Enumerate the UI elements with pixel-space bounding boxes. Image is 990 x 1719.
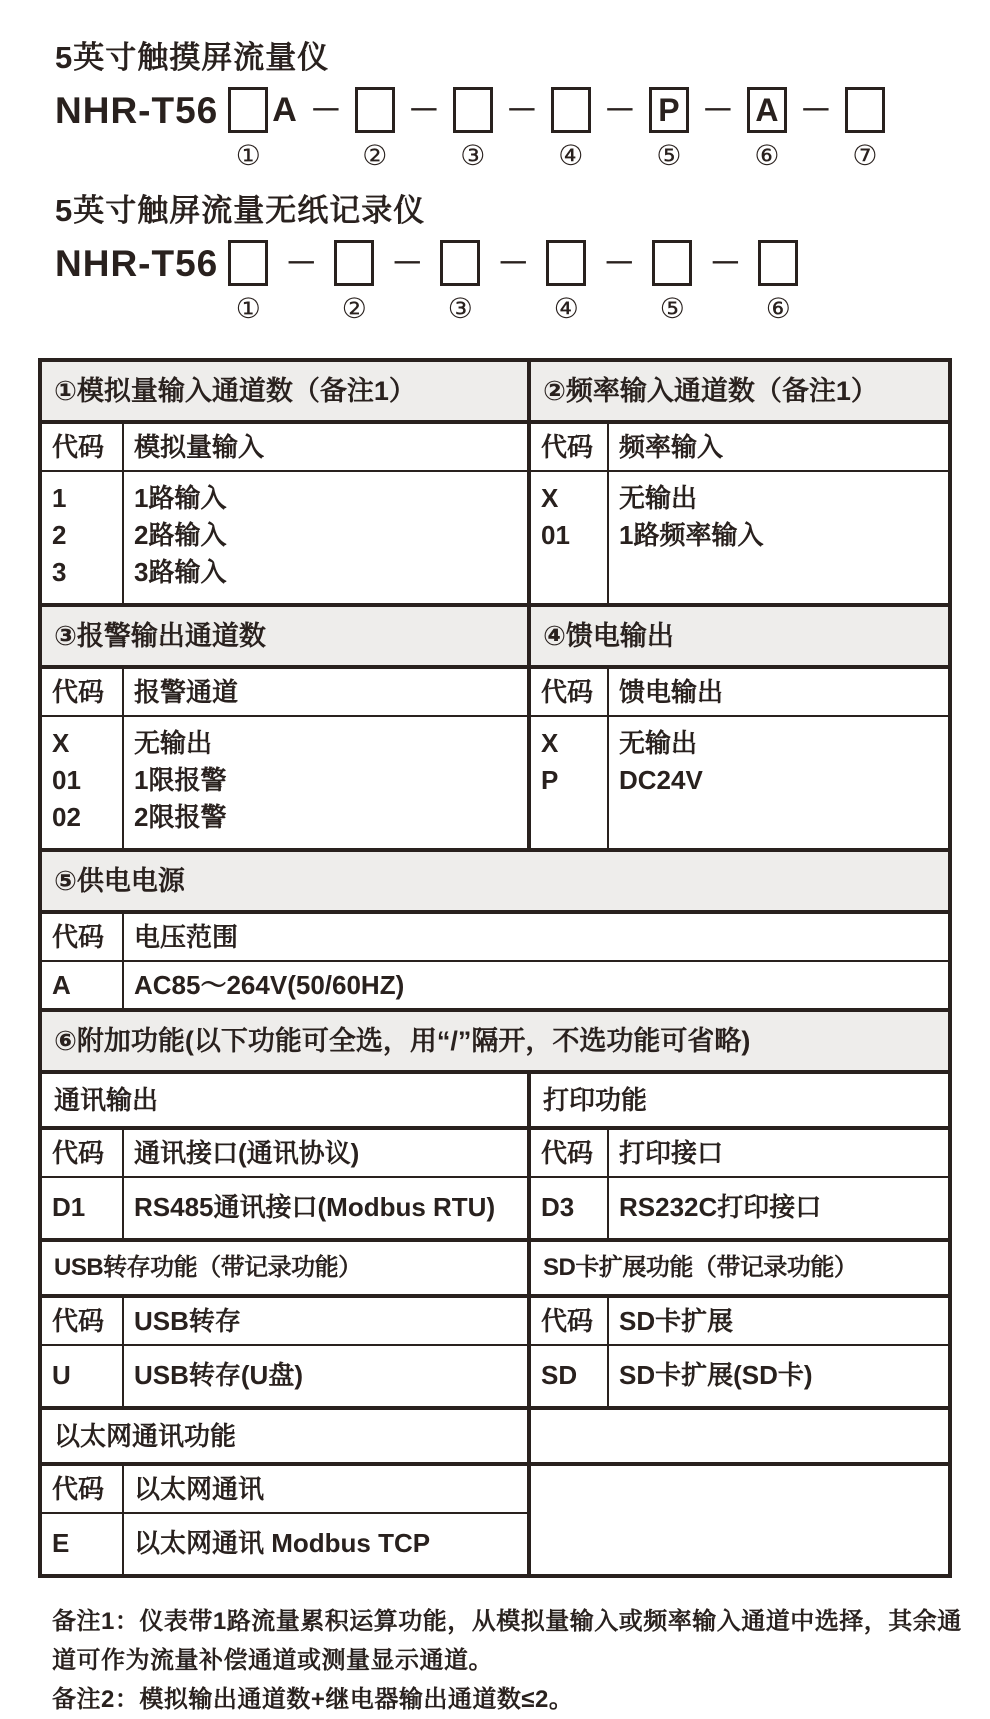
- model-code-box: [334, 240, 374, 286]
- position-number: ③: [460, 139, 486, 172]
- code-value: A: [42, 960, 122, 1008]
- comm-column-label: 通讯接口(通讯协议): [122, 1126, 527, 1176]
- model-segment-5: [649, 87, 689, 171]
- sd-column-label: SD卡扩展: [607, 1294, 948, 1344]
- desc-value: USB转存(U盘): [122, 1344, 527, 1406]
- model-segment-4: [551, 87, 591, 171]
- section3-descriptions: [122, 715, 527, 848]
- desc-value: DC24V: [619, 765, 703, 795]
- footnotes: [52, 1602, 968, 1719]
- model-code-box: P: [649, 87, 689, 133]
- position-number: ③: [447, 292, 473, 325]
- model-code-box: [546, 240, 586, 286]
- code-value: U: [42, 1344, 122, 1406]
- code-value: 3: [52, 557, 67, 587]
- code-column-label: 代码: [42, 665, 122, 715]
- model-segment-6: [758, 240, 798, 324]
- comm-subheader: 通讯输出: [42, 1070, 527, 1126]
- code-value: X: [541, 483, 559, 513]
- section2-descriptions: [607, 470, 948, 603]
- section4-codes: [527, 715, 607, 848]
- section2-column-label: 频率输入: [607, 420, 948, 470]
- dash-separator: －: [603, 92, 636, 128]
- position-number: ①: [235, 292, 261, 325]
- model-segment-2: [334, 240, 374, 324]
- model-segment-2: [355, 87, 395, 171]
- desc-value: 以太网通讯 Modbus TCP: [122, 1512, 527, 1574]
- code-column-label: 代码: [527, 1126, 607, 1176]
- section5-header: ⑤供电电源: [42, 848, 948, 910]
- footnote-2: 备注2：模拟输出通道数+继电器输出通道数≤2。: [52, 1686, 574, 1713]
- code-column-label: 代码: [42, 1462, 122, 1512]
- dash-separator: －: [391, 245, 424, 281]
- usb-subheader: USB转存功能（带记录功能）: [42, 1238, 527, 1294]
- desc-value: 2限报警: [134, 802, 227, 832]
- code-value: 1: [52, 483, 67, 513]
- code-value: 01: [52, 765, 81, 795]
- code-value: E: [42, 1512, 122, 1574]
- desc-value: RS232C打印接口: [607, 1176, 948, 1238]
- model-segment-1: [228, 87, 268, 171]
- model-code-box: [440, 240, 480, 286]
- model-segment-3: [453, 87, 493, 171]
- desc-value: 1限报警: [134, 765, 227, 795]
- section3-codes: [42, 715, 122, 848]
- position-number: ⑤: [656, 139, 682, 172]
- model-code-box: [355, 87, 395, 133]
- section2-codes: [527, 470, 607, 603]
- desc-value: 1路频率输入: [619, 520, 764, 550]
- code-column-label: 代码: [527, 665, 607, 715]
- desc-value: 2路输入: [134, 520, 227, 550]
- section1-descriptions: [122, 470, 527, 603]
- position-number: ⑥: [754, 139, 780, 172]
- code-value: P: [541, 765, 559, 795]
- code-value: D3: [527, 1176, 607, 1238]
- print-subheader: 打印功能: [527, 1070, 948, 1126]
- model-code-box: [551, 87, 591, 133]
- section4-descriptions: [607, 715, 948, 848]
- product1-title: 5英寸触摸屏流量仪: [55, 40, 330, 75]
- code-value: D1: [42, 1176, 122, 1238]
- dash-separator: －: [497, 245, 530, 281]
- code-column-label: 代码: [42, 910, 122, 960]
- dash-separator: －: [701, 92, 734, 128]
- model-segment-7: [845, 87, 885, 171]
- usb-column-label: USB转存: [122, 1294, 527, 1344]
- model-segment-6: [747, 87, 787, 171]
- section3-column-label: 报警通道: [122, 665, 527, 715]
- code-value: X: [541, 728, 559, 758]
- position-number: ②: [341, 292, 367, 325]
- empty-cell: [527, 1462, 948, 1574]
- section4-header: ④馈电输出: [527, 603, 948, 665]
- empty-cell: [527, 1406, 948, 1462]
- desc-value: 3路输入: [134, 557, 227, 587]
- desc-value: AC85～264V(50/60HZ): [122, 960, 948, 1008]
- desc-value: RS485通讯接口(Modbus RTU): [122, 1176, 527, 1238]
- model-code-box: [652, 240, 692, 286]
- code-column-label: 代码: [42, 420, 122, 470]
- code-column-label: 代码: [527, 420, 607, 470]
- product2-model-line: [55, 240, 954, 324]
- position-number: ④: [558, 139, 584, 172]
- desc-value: SD卡扩展(SD卡): [607, 1344, 948, 1406]
- ethernet-subheader: 以太网通讯功能: [42, 1406, 527, 1462]
- model-selection-table: [38, 358, 952, 1578]
- code-value: X: [52, 728, 70, 758]
- product1-model-line: [55, 87, 954, 171]
- dash-separator: －: [407, 92, 440, 128]
- desc-value: 无输出: [619, 728, 698, 758]
- dash-separator: －: [799, 92, 832, 128]
- model-code-box: A: [747, 87, 787, 133]
- desc-value: 无输出: [619, 483, 698, 513]
- model-segment-4: [546, 240, 586, 324]
- code-column-label: 代码: [42, 1294, 122, 1344]
- section3-header: ③报警输出通道数: [42, 603, 527, 665]
- position-number: ⑤: [659, 292, 685, 325]
- model-code-box: [228, 240, 268, 286]
- footnote-1: 备注1：仪表带1路流量累积运算功能，从模拟量输入或频率输入通道中选择，其余通道可作为流量补偿通道或测量显示通道。: [52, 1608, 962, 1674]
- code-value: SD: [527, 1344, 607, 1406]
- section1-column-label: 模拟量输入: [122, 420, 527, 470]
- model-code-box: [453, 87, 493, 133]
- section1-codes: [42, 470, 122, 603]
- desc-value: 1路输入: [134, 483, 227, 513]
- model-segment-1: [228, 240, 268, 324]
- model-segment-5: [652, 240, 692, 324]
- model-code-box: [228, 87, 268, 133]
- section5-column-label: 电压范围: [122, 910, 948, 960]
- position-number: ②: [362, 139, 388, 172]
- ethernet-column-label: 以太网通讯: [122, 1462, 527, 1512]
- model-prefix: NHR-T56: [55, 243, 219, 284]
- position-number: ⑦: [852, 139, 878, 172]
- code-column-label: 代码: [527, 1294, 607, 1344]
- dash-separator: －: [285, 245, 318, 281]
- code-value: 01: [541, 520, 570, 550]
- model-code-box: [758, 240, 798, 286]
- dash-separator: －: [505, 92, 538, 128]
- position-number: ④: [553, 292, 579, 325]
- section6-header: ⑥附加功能(以下功能可全选，用“/”隔开，不选功能可省略): [42, 1008, 948, 1070]
- position-number: ⑥: [765, 292, 791, 325]
- product2-title: 5英寸触屏流量无纸记录仪: [55, 193, 426, 228]
- print-column-label: 打印接口: [607, 1126, 948, 1176]
- dash-separator: －: [709, 245, 742, 281]
- desc-value: 无输出: [134, 728, 213, 758]
- code-column-label: 代码: [42, 1126, 122, 1176]
- dash-separator: －: [309, 92, 342, 128]
- code-value: 2: [52, 520, 67, 550]
- sd-subheader: SD卡扩展功能（带记录功能）: [527, 1238, 948, 1294]
- dash-separator: －: [603, 245, 636, 281]
- model-prefix: NHR-T56: [55, 90, 219, 131]
- fixed-code-letter: A: [272, 91, 297, 129]
- section4-column-label: 馈电输出: [607, 665, 948, 715]
- model-segment-3: [440, 240, 480, 324]
- position-number: ①: [235, 139, 261, 172]
- section1-header: ①模拟量输入通道数（备注1）: [42, 362, 527, 420]
- section2-header: ②频率输入通道数（备注1）: [527, 362, 948, 420]
- model-code-box: [845, 87, 885, 133]
- code-value: 02: [52, 802, 81, 832]
